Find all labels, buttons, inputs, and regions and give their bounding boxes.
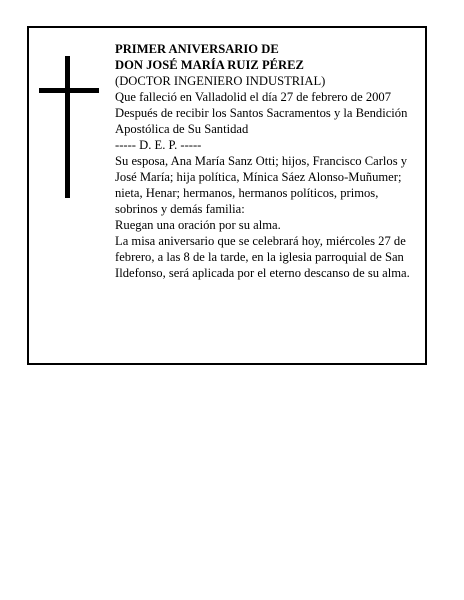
notice-text [115,41,421,281]
notice-heading-line1: PRIMER ANIVERSARIO DE [115,42,279,56]
notice-profession: (DOCTOR INGENIERO INDUSTRIAL) [115,74,326,88]
notice-heading-name: DON JOSÉ MARÍA RUIZ PÉREZ [115,58,304,72]
notice-prayer-request: Ruegan una oración por su alma. [115,218,281,232]
cross-vertical-bar [65,56,70,198]
notice-mass: La misa aniversario que se celebrará hoy, miércoles 27 de febrero, a las 8 de la tarde, en la iglesia parroquial de San Ildefonso, será aplicada por el eterno descanso de su alma. [115,234,410,280]
cross-horizontal-bar [39,88,99,93]
cross-icon [39,56,99,198]
notice-family: Su esposa, Ana María Sanz Otti; hijos, Francisco Carlos y José María; hija política, Mínica Sáez Alonso-Muñumer; nieta, Henar; hermanos, hermanos políticos, primos, sobrinos y demás familia: [115,154,408,216]
notice-death-line: Que falleció en Valladolid el día 27 de febrero de 2007 [115,90,392,104]
notice-rip: ----- D. E. P. ----- [115,138,202,152]
obituary-notice [27,26,427,365]
notice-sacraments: Después de recibir los Santos Sacramentos y la Bendición Apostólica de Su Santidad [115,106,408,136]
